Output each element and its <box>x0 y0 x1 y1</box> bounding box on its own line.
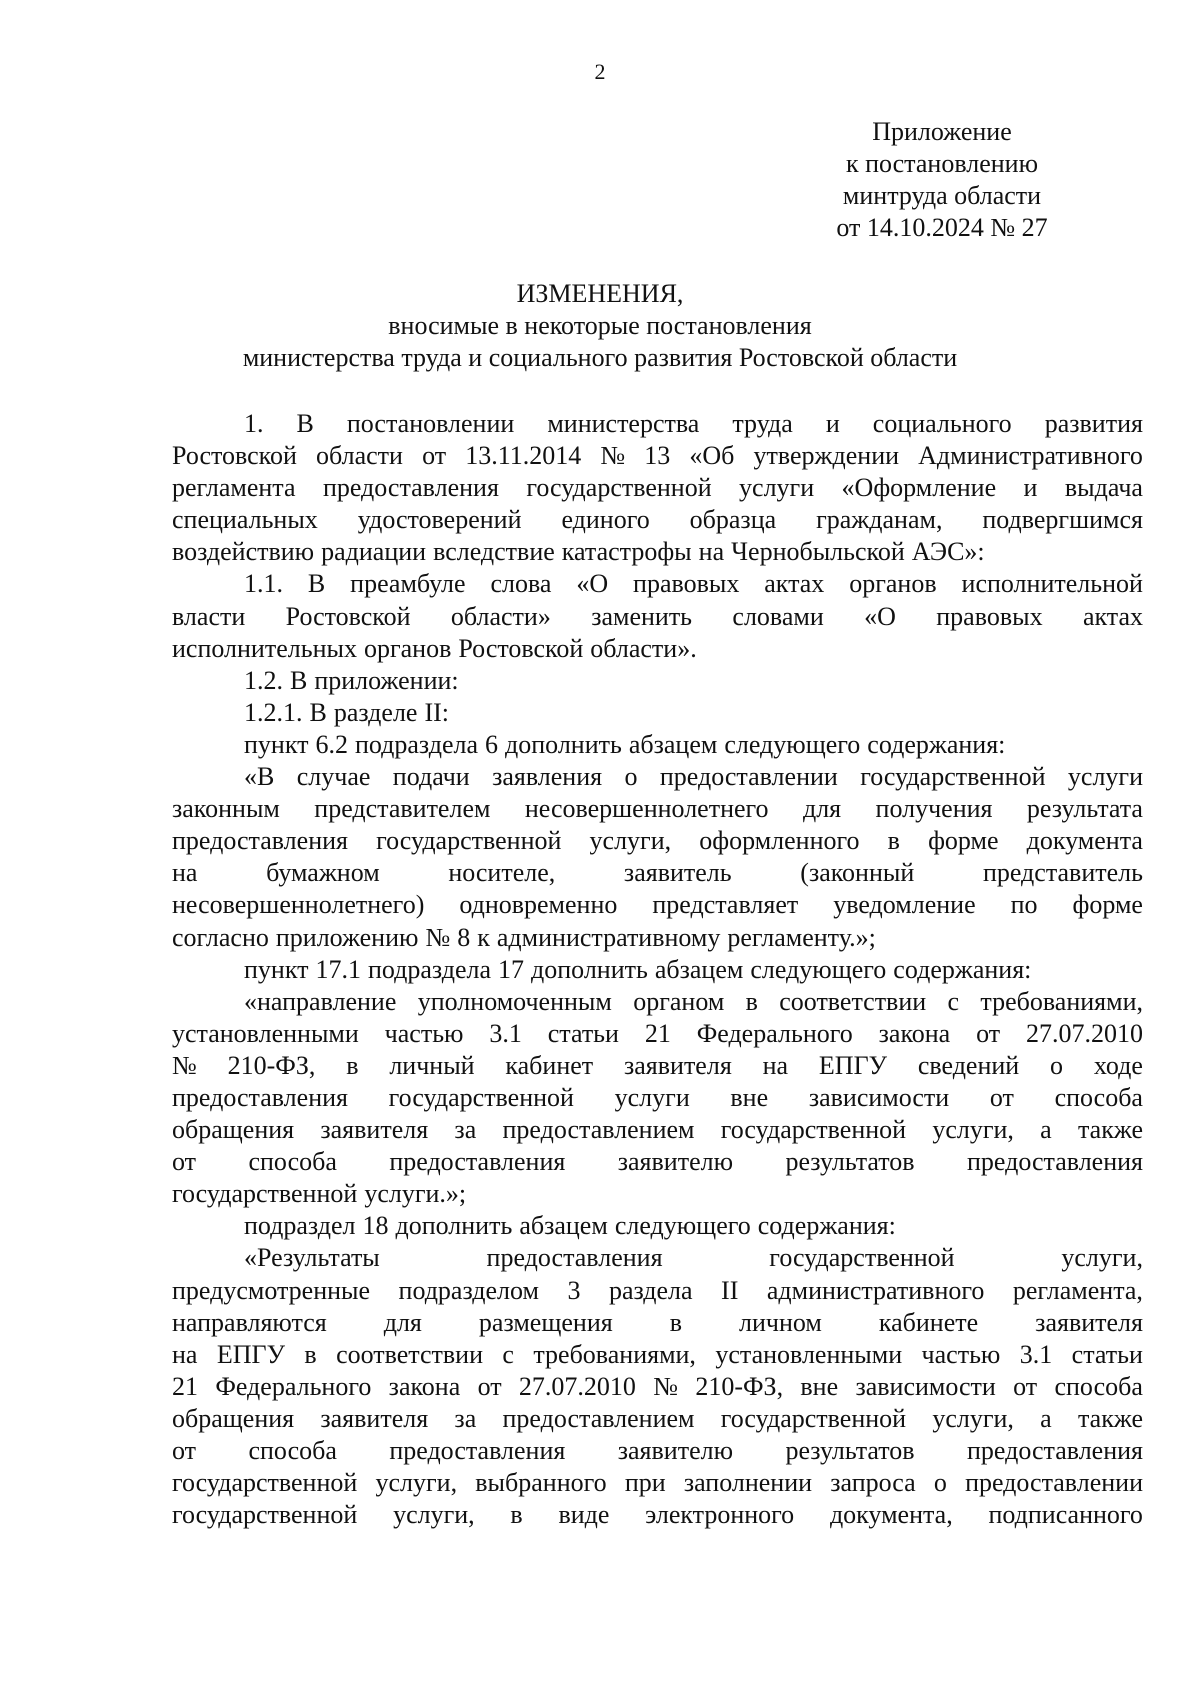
body-line <box>172 440 1143 472</box>
body-word: установленными <box>172 1018 359 1048</box>
body-word: форме <box>928 826 999 856</box>
body-word: специальных <box>172 505 318 535</box>
body-word: обращения <box>172 1115 295 1145</box>
body-line <box>172 1082 1143 1114</box>
body-line <box>172 1275 1143 1307</box>
body-word: также <box>1077 1115 1143 1145</box>
body-word: от <box>989 1082 1014 1112</box>
body-word: приложении: <box>314 665 459 695</box>
body-word: слова <box>490 569 552 599</box>
body-word: соответствии <box>779 986 927 1016</box>
body-word: от <box>477 1371 502 1401</box>
body-line <box>172 793 1143 825</box>
body-word: В <box>309 697 327 727</box>
body-word: результатов <box>785 1436 915 1465</box>
body-word: ЕПГУ <box>216 1339 285 1369</box>
body-word: 21 <box>644 1018 671 1048</box>
body-word: государственной <box>172 1500 358 1530</box>
body-word: преамбуле <box>350 569 466 599</box>
body-word: зависимости <box>855 1371 996 1401</box>
body-word: предоставления <box>172 1082 348 1112</box>
body-word: № <box>172 1050 197 1080</box>
body-word: услуги.»; <box>364 1179 467 1209</box>
body-line <box>172 697 1143 729</box>
body-line <box>172 761 1143 793</box>
appendix-line: к постановлению <box>845 149 1039 178</box>
body-word: удостоверений <box>357 505 522 535</box>
body-word: обращения <box>172 1403 295 1433</box>
body-word: содержания: <box>867 729 1006 759</box>
body-line <box>172 1114 1143 1146</box>
body-word: В <box>290 665 308 695</box>
body-word: Ростовской <box>458 633 584 663</box>
body-word: предоставления <box>389 1436 566 1465</box>
body-line <box>172 1371 1143 1403</box>
body-word: от <box>1013 1371 1038 1401</box>
body-word: 6.2 <box>315 729 348 759</box>
body-word: министерства <box>547 409 700 438</box>
body-word: услуги, <box>932 1403 1014 1433</box>
body-word: о <box>933 1468 947 1498</box>
body-word: получения <box>875 794 993 824</box>
body-word: актах <box>1082 601 1143 631</box>
body-word: предусмотренные <box>172 1275 371 1305</box>
appendix-line: минтруда области <box>842 181 1042 210</box>
body-word: требованиями, <box>980 986 1143 1016</box>
body-word: о <box>1050 1050 1064 1080</box>
body-word: в <box>346 1050 359 1080</box>
body-word: 3.1 <box>1019 1339 1053 1369</box>
body-word: органов <box>363 633 452 663</box>
body-line <box>172 986 1143 1018</box>
subtitle-line: министерства труда и социального развития Ростовской области <box>242 343 958 372</box>
body-word: регламента <box>172 473 296 503</box>
body-word: содержания: <box>893 954 1032 984</box>
body-word: раздела <box>608 1275 693 1305</box>
body-word: а <box>1040 1115 1052 1145</box>
document-title: ИЗМЕНЕНИЯ, <box>516 279 684 308</box>
body-word: в <box>669 1307 682 1337</box>
body-word: административного <box>766 1275 985 1305</box>
body-word: области <box>316 441 403 471</box>
body-word: словами <box>732 601 824 631</box>
body-word: для <box>802 794 842 824</box>
body-word: 3.1 <box>489 1018 522 1048</box>
body-word: заявитель <box>623 858 732 888</box>
body-word: несовершеннолетнего) <box>172 890 425 920</box>
body-word: за <box>454 1403 477 1433</box>
body-word: способа <box>1054 1082 1143 1112</box>
body-word: 13.11.2014 <box>465 441 582 471</box>
body-line <box>172 857 1143 889</box>
body-word: подраздел <box>244 1211 356 1241</box>
body-word: заявления <box>492 762 603 792</box>
body-word: государственной <box>720 1403 907 1433</box>
body-word: социального <box>872 409 1012 438</box>
body-word: АЭС»: <box>911 537 985 567</box>
body-line <box>172 954 1143 986</box>
body-word: законным <box>172 794 280 824</box>
body-word: № <box>653 1371 679 1401</box>
body-word: частью <box>384 1018 464 1048</box>
body-word: «направление <box>244 986 397 1016</box>
body-word: вследствие <box>433 537 555 567</box>
body-word: государственной <box>526 473 712 503</box>
body-word: выбранного <box>475 1468 607 1498</box>
body-word: к <box>477 922 490 952</box>
body-word: сведений <box>917 1050 1020 1080</box>
body-word: следующего <box>614 1211 751 1241</box>
body-word: области» <box>450 601 551 631</box>
body-word: закона <box>388 1371 461 1401</box>
body-word: заявителю <box>617 1147 734 1177</box>
body-word: подписанного <box>988 1500 1143 1530</box>
body-word: Федерального <box>215 1371 372 1401</box>
body-word: бумажном <box>266 858 380 888</box>
body-word: кабинете <box>878 1307 979 1337</box>
body-word: зависимости <box>808 1082 950 1112</box>
body-word: В <box>307 569 326 599</box>
body-word: области». <box>590 633 697 663</box>
body-word: 27.07.2010 <box>1026 1018 1143 1048</box>
body-word: с <box>502 1339 514 1369</box>
body-word: вне <box>800 1371 839 1401</box>
body-word: заявителя <box>320 1403 429 1433</box>
appendix-line: от 14.10.2024 № 27 <box>836 213 1048 242</box>
body-line <box>172 504 1143 536</box>
appendix-line: Приложение <box>872 117 1012 146</box>
body-word: несовершеннолетнего <box>524 794 769 824</box>
body-word: на <box>698 537 725 567</box>
body-word: услуги, <box>375 1468 458 1498</box>
body-word: в <box>745 986 758 1016</box>
body-word: носителе, <box>448 858 556 888</box>
body-word: представляет <box>652 890 799 920</box>
body-word: правовых <box>633 569 740 599</box>
body-word: государственной <box>388 1082 574 1112</box>
body-word: способа <box>248 1147 337 1177</box>
body-word: пункт <box>244 729 309 759</box>
body-word: государственной <box>769 1243 955 1273</box>
body-word: 17 <box>498 954 525 984</box>
body-word: электронного <box>645 1500 795 1530</box>
body-word: услуги, <box>1061 1243 1143 1273</box>
body-word: подразделом <box>398 1275 539 1305</box>
body-word: представитель <box>982 858 1143 888</box>
body-line <box>172 1403 1143 1435</box>
body-word: II <box>721 1275 739 1305</box>
body-word: услуги, <box>932 1115 1014 1145</box>
body-word: для <box>383 1307 422 1337</box>
body-word: вне <box>730 1082 769 1112</box>
body-word: 1. <box>244 409 264 438</box>
body-word: абзацем <box>628 729 718 759</box>
body-word: услуги <box>614 1082 690 1112</box>
body-word: предоставления <box>967 1147 1143 1177</box>
body-word: регламенту.»; <box>727 922 876 952</box>
body-word: подраздела <box>367 954 492 984</box>
body-word: гражданам, <box>816 505 943 535</box>
body-word: Административного <box>918 441 1143 471</box>
body-word: предоставления <box>967 1436 1143 1465</box>
body-word: предоставления <box>322 473 499 503</box>
body-word: от <box>422 441 447 471</box>
body-word: способа <box>1054 1371 1143 1401</box>
body-word: услуги <box>1067 762 1143 792</box>
body-word: 8 <box>457 922 471 952</box>
body-word: 13 <box>644 441 671 471</box>
body-word: абзацем <box>654 954 744 984</box>
body-word: административному <box>496 922 721 952</box>
body-word: заявителя <box>1035 1307 1143 1337</box>
body-word: результата <box>1026 794 1143 824</box>
body-word: исполнительной <box>961 569 1143 599</box>
body-word: документа, <box>829 1500 953 1530</box>
document-body <box>172 408 1143 1531</box>
body-word: предоставления <box>486 1243 663 1273</box>
body-word: от <box>976 1018 1001 1048</box>
body-word: 18 <box>362 1211 389 1241</box>
body-word: 1.2.1. <box>244 697 303 727</box>
body-word: абзацем <box>519 1211 608 1241</box>
body-word: требованиями, <box>533 1339 696 1369</box>
body-word: катастрофы <box>561 537 692 567</box>
body-word: дополнить <box>505 729 622 759</box>
body-word: дополнить <box>531 954 648 984</box>
body-word: случае <box>296 762 371 792</box>
body-word: Ростовской <box>172 441 297 471</box>
body-word: радиации <box>321 537 427 567</box>
body-word: предоставлением <box>502 1115 695 1145</box>
body-word: и <box>825 409 840 438</box>
body-word: государственной <box>720 1115 907 1145</box>
body-word: документа <box>1026 826 1143 856</box>
body-word: от <box>172 1147 197 1177</box>
body-word: виде <box>558 1500 610 1530</box>
body-word: дополнить <box>395 1211 513 1241</box>
appendix-block <box>792 116 1092 244</box>
body-line <box>172 1210 1143 1242</box>
body-word: заявителя <box>320 1115 429 1145</box>
body-word: статьи <box>1071 1339 1143 1369</box>
body-word: запроса <box>830 1468 916 1498</box>
body-word: заявителя <box>623 1050 732 1080</box>
body-word: актах <box>764 569 825 599</box>
body-word: труда <box>732 409 793 438</box>
body-word: 1.2. <box>244 665 283 695</box>
body-word: представителем <box>314 794 491 824</box>
body-line <box>172 1050 1143 1082</box>
body-word: закона <box>878 1018 951 1048</box>
body-line <box>172 1178 1143 1210</box>
body-word: содержания: <box>757 1211 896 1241</box>
body-line <box>172 825 1143 857</box>
body-word: с <box>947 986 960 1016</box>
body-line <box>172 889 1143 921</box>
body-word: Федерального <box>696 1018 853 1048</box>
body-word: размещения <box>478 1307 613 1337</box>
body-word: № <box>425 922 451 952</box>
body-word: услуги, <box>393 1500 475 1530</box>
body-word: утверждении <box>753 441 900 471</box>
body-line <box>172 408 1143 440</box>
body-line <box>172 665 1143 697</box>
body-word: результатов <box>785 1147 915 1177</box>
body-word: за <box>454 1115 477 1145</box>
body-line <box>172 1018 1143 1050</box>
body-word: частью <box>921 1339 1001 1369</box>
body-word: личный <box>389 1050 475 1080</box>
body-word: направляются <box>172 1307 327 1337</box>
body-word: «Об <box>689 441 735 471</box>
body-word: выдача <box>1064 473 1143 503</box>
body-word: постановлении <box>346 409 515 438</box>
body-word: государственной <box>172 1468 358 1498</box>
body-word: заполнении <box>683 1468 813 1498</box>
body-word: № <box>600 441 626 471</box>
body-word: в <box>510 1500 523 1530</box>
body-line <box>172 1307 1143 1339</box>
body-line <box>172 1467 1143 1499</box>
body-word: в <box>304 1339 317 1369</box>
body-word: 210-ФЗ, <box>695 1371 784 1401</box>
body-line <box>172 568 1143 600</box>
body-word: 17.1 <box>315 954 361 984</box>
body-line <box>172 1435 1143 1467</box>
body-word: органом <box>633 986 725 1016</box>
body-word: при <box>624 1468 666 1498</box>
body-word: предоставлении <box>965 1468 1143 1498</box>
body-word: разделе <box>333 697 418 727</box>
body-word: услуги, <box>589 826 672 856</box>
body-line <box>172 1339 1143 1371</box>
body-word: исполнительных <box>172 633 357 663</box>
body-word: кабинет <box>505 1050 594 1080</box>
body-word: государственной <box>376 826 562 856</box>
body-word: услуги <box>739 473 815 503</box>
body-word: развития <box>1044 409 1143 438</box>
body-word: ходе <box>1093 1050 1143 1080</box>
body-word: «О <box>864 601 896 631</box>
body-line <box>172 536 1143 568</box>
body-word: предоставлении <box>659 762 838 792</box>
body-word: личном <box>739 1307 822 1337</box>
body-word: органов <box>849 569 937 599</box>
body-word: (законный <box>800 858 915 888</box>
body-word: соответствии <box>336 1339 483 1369</box>
body-word: и <box>1023 473 1038 503</box>
body-word: также <box>1077 1403 1143 1433</box>
body-word: о <box>624 762 638 792</box>
document-subtitle <box>0 310 1200 374</box>
body-word: форме <box>1072 890 1143 920</box>
body-word: установленными <box>715 1339 903 1369</box>
body-word: способа <box>248 1436 337 1465</box>
body-word: пункт <box>244 954 309 984</box>
body-word: а <box>1040 1403 1052 1433</box>
body-word: на <box>172 858 198 888</box>
body-word: 1.1. <box>244 569 283 599</box>
body-word: «Оформление <box>841 473 997 503</box>
body-line <box>172 633 1143 665</box>
body-word: регламента, <box>1012 1275 1143 1305</box>
subtitle-line: вносимые в некоторые постановления <box>388 311 812 340</box>
body-word: образца <box>689 505 777 535</box>
body-word: согласно <box>172 922 269 952</box>
body-word: 21 <box>172 1371 198 1401</box>
body-word: в <box>887 826 900 856</box>
body-word: подраздела <box>354 729 479 759</box>
body-word: подвергшимся <box>982 505 1143 535</box>
body-word: по <box>1010 890 1038 920</box>
body-word: Ростовской <box>285 601 411 631</box>
body-word: уведомление <box>833 890 976 920</box>
body-word: уполномоченным <box>417 986 612 1016</box>
body-word: 210-ФЗ, <box>227 1050 316 1080</box>
body-word: 27.07.2010 <box>518 1371 636 1401</box>
body-word: правовых <box>936 601 1043 631</box>
body-word: приложению <box>275 922 419 952</box>
body-word: II: <box>424 697 450 727</box>
body-word: заменить <box>591 601 693 631</box>
body-word: заявителю <box>617 1436 734 1465</box>
body-word: на <box>762 1050 789 1080</box>
body-word: оформленного <box>699 826 860 856</box>
body-word: В <box>296 409 314 438</box>
body-word: воздействию <box>172 537 315 567</box>
body-word: подачи <box>392 762 470 792</box>
body-line <box>172 922 1143 954</box>
body-line <box>172 1499 1143 1531</box>
body-word: от <box>172 1436 197 1465</box>
body-word: предоставления <box>172 826 348 856</box>
body-word: «Результаты <box>244 1243 380 1273</box>
body-word: государственной <box>172 1179 358 1209</box>
body-word: «В <box>244 762 275 792</box>
body-word: статьи <box>547 1018 619 1048</box>
body-word: государственной <box>860 762 1046 792</box>
body-word: ЕПГУ <box>818 1050 888 1080</box>
body-word: одновременно <box>459 890 618 920</box>
body-word: единого <box>561 505 650 535</box>
body-word: на <box>172 1339 198 1369</box>
body-line <box>172 729 1143 761</box>
body-word: 6 <box>485 729 499 759</box>
body-word: предоставлением <box>502 1403 695 1433</box>
body-word: следующего <box>724 729 861 759</box>
body-word: «О <box>576 569 609 599</box>
body-line <box>172 601 1143 633</box>
body-word: предоставления <box>389 1147 566 1177</box>
body-word: следующего <box>750 954 887 984</box>
body-line <box>172 1242 1143 1274</box>
body-line <box>172 1146 1143 1178</box>
body-word: власти <box>172 601 246 631</box>
body-line <box>172 472 1143 504</box>
page-number: 2 <box>594 59 606 84</box>
body-word: 3 <box>567 1275 581 1305</box>
body-word: Чернобыльской <box>731 537 905 567</box>
